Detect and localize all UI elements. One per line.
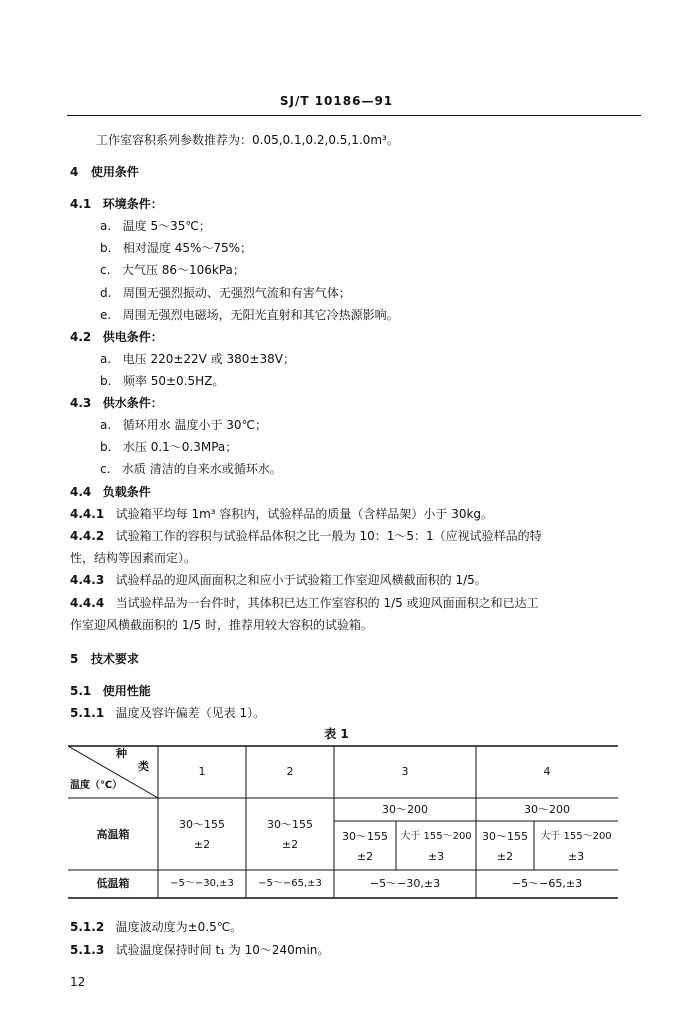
corner-label-kind-2: 类 — [138, 760, 149, 773]
column-header-2: 2 — [286, 765, 294, 778]
corner-label-kind-1: 种 — [116, 747, 127, 760]
clause-5-1-2 — [70, 920, 242, 934]
low-c2: −5～−65,±3 — [258, 878, 322, 889]
high-c3b-tolerance: ±3 — [427, 850, 445, 863]
intro-paragraph: 工作室容积系列参数推荐为：0.05,0.1,0.2,0.5,1.0m³。 — [96, 133, 399, 147]
clause-title: 供水条件： — [102, 396, 163, 410]
high-c1-tolerance: ±2 — [193, 838, 211, 851]
item-letter: b. — [100, 374, 112, 388]
clause-5-1-3 — [70, 943, 329, 957]
clause-4-4-3 — [70, 573, 487, 587]
clause-title: 环境条件： — [102, 197, 163, 211]
item-letter: b. — [100, 440, 112, 454]
item-letter: a. — [100, 352, 112, 366]
clause-4-4-2 — [70, 529, 542, 543]
item-text: 电压 220±22V 或 380±38V； — [122, 352, 295, 366]
clause-text: 温度波动度为±0.5℃。 — [115, 920, 243, 934]
clause-number: 5.1.2 — [70, 920, 105, 934]
item-text: 水压 0.1～0.3MPa； — [122, 440, 238, 454]
clause-number: 5.1.1 — [70, 706, 105, 720]
clause-4-3 — [70, 396, 163, 410]
section-5-heading — [70, 652, 139, 666]
high-c4b-range: 大于 155～200 — [540, 831, 612, 842]
high-c1-range: 30～155 — [179, 818, 225, 831]
page-number: 12 — [70, 975, 86, 989]
clause-4-4-1 — [70, 507, 493, 521]
item-4-2-b — [100, 374, 224, 388]
item-letter: c. — [100, 263, 111, 277]
clause-text: 试验样品的迎风面面积之和应小于试验箱工作室迎风横截面积的 1/5。 — [115, 573, 487, 587]
clause-text: 当试验样品为一台件时，其体积已达工作室容积的 1/5 或迎风面面积之和已达工 — [115, 596, 539, 610]
clause-5-1 — [70, 684, 151, 698]
item-4-1-c — [100, 263, 245, 277]
item-text: 相对湿度 45%～75%； — [122, 241, 253, 255]
high-c2-range: 30～155 — [267, 818, 313, 831]
clause-number: 5.1.3 — [70, 943, 105, 957]
clause-text: 试验箱工作的容积与试验样品体积之比一般为 10：1～5：1（应视试验样品的特 — [115, 529, 542, 543]
clause-5-1-1 — [70, 706, 265, 720]
low-c4: −5～−65,±3 — [511, 877, 583, 890]
clause-4-4-2-continued: 性，结构等因素而定）。 — [70, 551, 197, 565]
item-4-1-d — [100, 286, 351, 300]
high-c4b-tolerance: ±3 — [567, 850, 585, 863]
item-text: 周围无强烈振动、无强烈气流和有害气体； — [122, 286, 351, 300]
section-4-heading — [70, 165, 139, 179]
low-c3: −5～−30,±3 — [369, 877, 441, 890]
item-letter: c. — [100, 462, 111, 476]
row-label-high-temp: 高温箱 — [96, 828, 130, 841]
table-caption: 表 1 — [324, 727, 349, 741]
clause-number: 4.4 — [70, 485, 92, 499]
clause-number: 4.4.4 — [70, 596, 105, 610]
high-c3b-range: 大于 155～200 — [400, 831, 472, 842]
column-header-1: 1 — [198, 765, 206, 778]
high-c4a-range: 30～155 — [482, 830, 528, 843]
item-text: 温度 5～35℃； — [122, 219, 211, 233]
column-header-4: 4 — [543, 765, 551, 778]
item-4-1-b — [100, 241, 252, 255]
temperature-tolerance-table — [68, 745, 618, 900]
clause-4-4-4 — [70, 596, 539, 610]
clause-4-4-4-continued: 作室迎风横截面积的 1/5 时，推荐用较大容积的试验箱。 — [70, 618, 373, 632]
item-4-3-b — [100, 440, 237, 454]
section-title: 技术要求 — [90, 652, 139, 666]
high-c4a-tolerance: ±2 — [496, 850, 514, 863]
header-rule — [67, 115, 641, 116]
clause-title: 供电条件： — [102, 330, 163, 344]
clause-text: 温度及容许偏差（见表 1）。 — [115, 706, 266, 720]
clause-number: 5.1 — [70, 684, 92, 698]
item-text: 周围无强烈电磁场，无阳光直射和其它冷热源影响。 — [122, 308, 399, 322]
clause-number: 4.1 — [70, 197, 92, 211]
item-4-1-e — [100, 308, 399, 322]
item-4-2-a — [100, 352, 295, 366]
corner-label-temperature: 温度（℃） — [70, 780, 123, 791]
clause-text: 试验箱平均每 1m³ 容积内，试验样品的质量（含样品架）小于 30kg。 — [115, 507, 494, 521]
clause-number: 4.2 — [70, 330, 92, 344]
item-letter: a. — [100, 418, 112, 432]
column-header-3: 3 — [401, 765, 409, 778]
low-c1: −5～−30,±3 — [170, 878, 234, 889]
item-text: 频率 50±0.5HZ。 — [122, 374, 225, 388]
high-c2-tolerance: ±2 — [281, 838, 299, 851]
high-c3a-range: 30～155 — [342, 830, 388, 843]
item-letter: b. — [100, 241, 112, 255]
standard-code-header: SJ/T 10186—91 — [279, 94, 394, 108]
clause-title: 使用性能 — [102, 684, 151, 698]
section-number: 5 — [70, 652, 79, 666]
section-title: 使用条件 — [90, 165, 139, 179]
clause-number: 4.4.2 — [70, 529, 105, 543]
clause-number: 4.4.3 — [70, 573, 105, 587]
item-4-3-c — [100, 462, 282, 476]
item-4-1-a — [100, 219, 211, 233]
clause-text: 试验温度保持时间 t₁ 为 10～240min。 — [115, 943, 330, 957]
row-label-low-temp: 低温箱 — [96, 877, 130, 890]
section-number: 4 — [70, 165, 79, 179]
clause-title: 负载条件 — [102, 485, 151, 499]
clause-number: 4.3 — [70, 396, 92, 410]
item-text: 水质 清洁的自来水或循环水。 — [121, 462, 282, 476]
item-4-3-a — [100, 418, 267, 432]
item-letter: e. — [100, 308, 112, 322]
high-c3a-tolerance: ±2 — [356, 850, 374, 863]
high-c3-span: 30～200 — [382, 803, 428, 816]
item-letter: a. — [100, 219, 112, 233]
clause-4-4 — [70, 485, 151, 499]
clause-4-1 — [70, 197, 163, 211]
clause-number: 4.4.1 — [70, 507, 105, 521]
item-text: 循环用水 温度小于 30℃； — [122, 418, 268, 432]
high-c4-span: 30～200 — [524, 803, 570, 816]
clause-4-2 — [70, 330, 163, 344]
item-letter: d. — [100, 286, 112, 300]
item-text: 大气压 86～106kPa； — [121, 263, 245, 277]
